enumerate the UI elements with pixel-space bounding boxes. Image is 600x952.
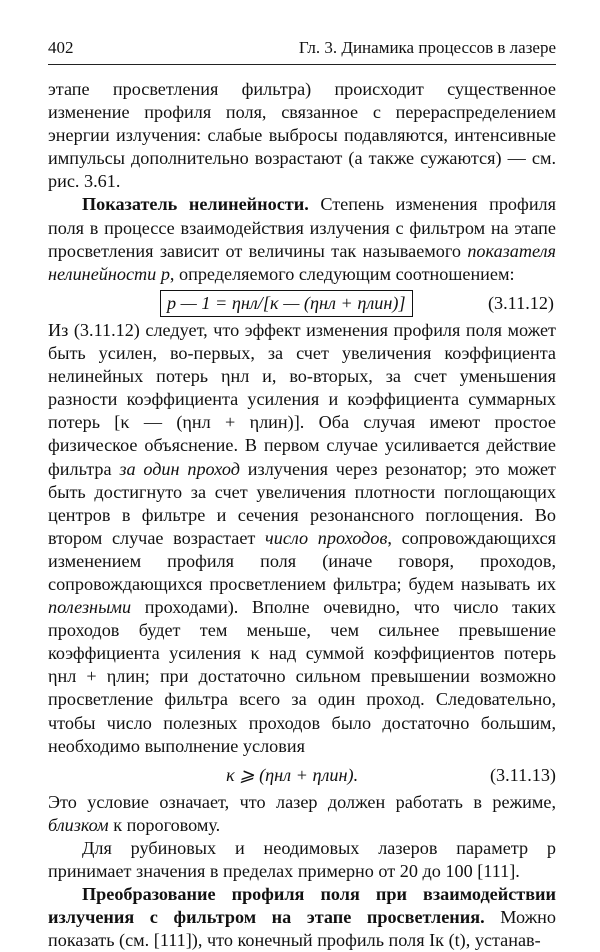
paragraph-nonlinearity xyxy=(48,193,556,285)
section-heading-nonlinearity: Показатель нелинейности. xyxy=(82,194,309,215)
paragraph-text: , сопровождающихся изменением профиля поля (иначе говоря, проходов, сопровождающихся просветлением фильтра; будем называть их xyxy=(48,527,556,594)
paragraph-text: Из (3.11.12) следует, что эффект изменения профиля поля может быть усилен, во-первых, за счет увеличения коэффициента нелинейных потерь ηнл и, во-вторых, за счет уменьшения разности коэффициента усиления и коэффициента суммарных потерь [κ — (ηнл + ηлин)]. Оба случая имеют простое физическое объяснение. В первом случае усиливается действие фильтра xyxy=(48,319,556,479)
paragraph-text: проходами). Вполне очевидно, что число таких проходов будет тем меньше, чем сильнее превышение коэффициента усиления κ над суммой коэффициентов потерь ηнл + ηлин; при достаточно сильном превышении возможно просветление фильтра всего за один проход. Следовательно, чтобы число полезных проходов было достаточно большим, необходимо выполнение условия xyxy=(48,597,556,756)
paragraph-text: Можно показать (см. [111]), что конечный профиль поля Iк (t), устанав- xyxy=(48,907,556,951)
page-body xyxy=(48,78,556,952)
equation-number: (3.11.12) xyxy=(487,292,554,313)
equation-number: (3.11.13) xyxy=(489,764,556,785)
paragraph-lasers: Для рубиновых и неодимовых лазеров параметр p принимает значения в пределах примерно от 20 до 100 [111]. xyxy=(48,838,556,882)
equation-3-11-12 xyxy=(48,290,556,317)
paragraph-text: Степень изменения профиля поля в процессе взаимодействия излучения с фильтром на этапе просветления зависит от величины так называемого xyxy=(48,194,556,261)
italic-term: показателя нелинейности p xyxy=(48,240,556,284)
paragraph-continuation: этапе просветления фильтра) происходит существенное изменение профиля поля, связанное с перераспределением энергии излучения: слабые выбросы подавляются, интенсивные импульсы дополнительно возрастают (а также сужаются) — см. рис. 3.61. xyxy=(48,79,556,192)
equation-3-11-13 xyxy=(48,764,556,787)
italic-phrase: полезными xyxy=(48,597,132,618)
paragraph-explanation xyxy=(48,319,556,758)
italic-phrase: близком xyxy=(48,814,109,835)
paragraph-condition xyxy=(48,791,556,837)
paragraph-text: Это условие означает, что лазер должен работать в режиме, xyxy=(48,791,556,812)
page-number: 402 xyxy=(48,38,74,57)
equation-formula: p — 1 = ηнл/[κ — (ηнл + ηлин)] xyxy=(160,290,413,317)
equation-formula: κ ⩾ (ηнл + ηлин). xyxy=(226,764,359,785)
section-heading-transform: Преобразование профиля поля при взаимодействии излучения с фильтром на этапе просветления. xyxy=(48,884,556,928)
paragraph-profile-transform xyxy=(48,883,556,952)
running-title: Гл. 3. Динамика процессов в лазере xyxy=(298,38,556,57)
italic-phrase: число проходов xyxy=(265,527,388,548)
paragraph-text: к пороговому. xyxy=(108,814,221,835)
page-header xyxy=(48,38,556,65)
italic-phrase: за один проход xyxy=(119,458,240,479)
paragraph-text: излучения через резонатор; это может быть достигнуто за счет увеличения плотности поглощающих центров в фильтре и сечения резонансного поглощения. Во втором случае возрастает xyxy=(48,458,556,548)
paragraph-text: , определяемого следующим соотношением: xyxy=(169,263,515,284)
